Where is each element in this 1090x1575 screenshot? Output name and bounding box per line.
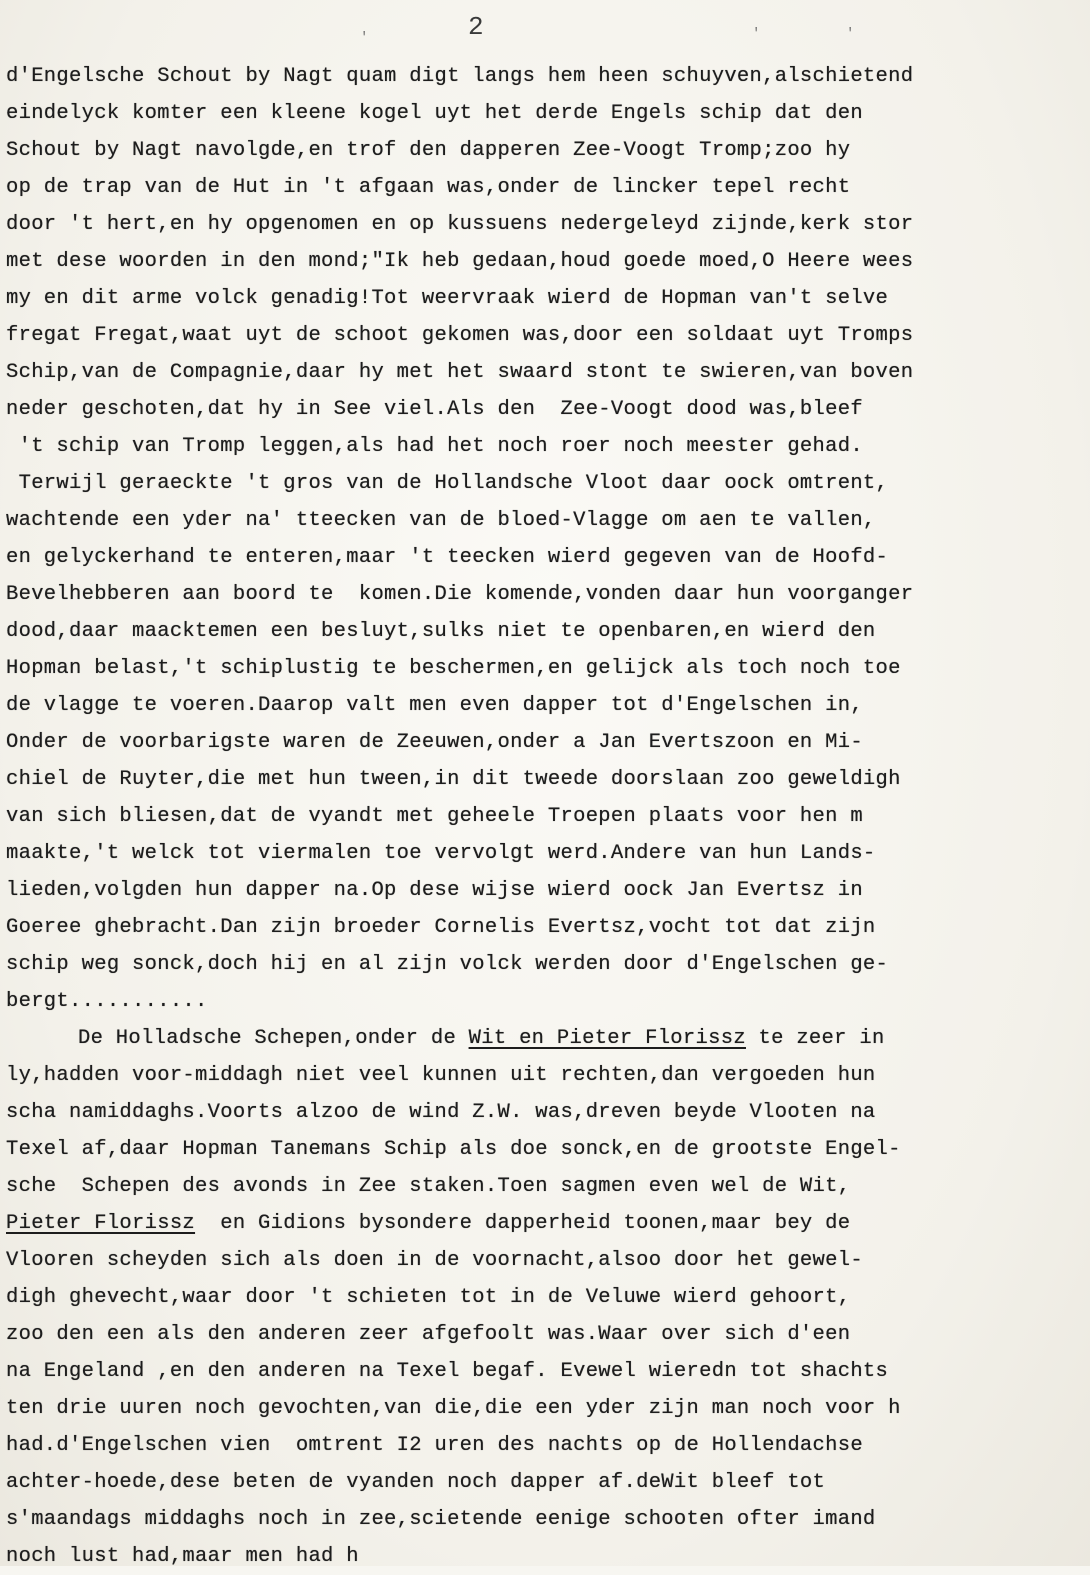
- stray-mark: ': [360, 30, 369, 46]
- text-line: ly,hadden voor-middagh niet veel kunnen uit rechten,dan vergoeden hun: [6, 1064, 876, 1087]
- text-line: maakte,'t welck tot viermalen toe vervolgt werd.Andere van hun Lands-: [6, 842, 876, 865]
- text-line: scha namiddaghs.Voorts alzoo de wind Z.W. was,dreven beyde Vlooten na: [6, 1101, 876, 1124]
- text-line: en gelyckerhand te enteren,maar 't teecken wierd gegeven van de Hoofd-: [6, 546, 889, 569]
- text-line: noch lust had,maar men had h: [6, 1545, 359, 1568]
- text-line: schip weg sonck,doch hij en al zijn volck werden door d'Engelschen ge-: [6, 953, 889, 976]
- text-line: de vlagge te voeren.Daarop valt men even dapper tot d'Engelschen in,: [6, 694, 863, 717]
- text-line: fregat Fregat,waat uyt de schoot gekomen was,door een soldaat uyt Tromps: [6, 324, 914, 347]
- text-line: met dese woorden in den mond;"Ik heb gedaan,houd goede moed,O Heere wees: [6, 250, 914, 273]
- text-line: wachtende een yder na' tteecken van de bloed-Vlagge om aen te vallen,: [6, 509, 876, 532]
- text-line: Terwijl geraeckte 't gros van de Hollandsche Vloot daar oock omtrent,: [6, 472, 889, 495]
- text-line: zoo den een als den anderen zeer afgefoolt was.Waar over sich d'een: [6, 1323, 851, 1346]
- text-line: s'maandags middaghs noch in zee,scietende eenige schooten ofter imand: [6, 1508, 876, 1531]
- text-line: 't schip van Tromp leggen,als had het noch roer noch meester gehad.: [6, 435, 863, 458]
- text-line: eindelyck komter een kleene kogel uyt het derde Engels schip dat den: [6, 102, 863, 125]
- text-line: Hopman belast,'t schiplustig te beschermen,en gelijck als toch noch toe: [6, 657, 901, 680]
- page-number: 2: [468, 12, 484, 42]
- text-line: sche Schepen des avonds in Zee staken.Toen sagmen even wel de Wit,: [6, 1175, 851, 1198]
- text-line: chiel de Ruyter,die met hun tween,in dit tweede doorslaan zoo geweldigh: [6, 768, 901, 791]
- text-line: Texel af,daar Hopman Tanemans Schip als doe sonck,en de grootste Engel-: [6, 1138, 901, 1161]
- text-line: Schip,van de Compagnie,daar hy met het swaard stont te swieren,van boven: [6, 361, 914, 384]
- text-line: Onder de voorbarigste waren de Zeeuwen,onder a Jan Evertszoon en Mi-: [6, 731, 863, 754]
- text-line: Pieter Florissz en Gidions bysondere dapperheid toonen,maar bey de: [6, 1212, 851, 1235]
- text-line: na Engeland ,en den anderen na Texel begaf. Evewel wieredn tot shachts: [6, 1360, 889, 1383]
- text-line: had.d'Engelschen vien omtrent I2 uren des nachts op de Hollendachse: [6, 1434, 863, 1457]
- text-line: van sich bliesen,dat de vyandt met geheele Troepen plaats voor hen m: [6, 805, 863, 828]
- stray-mark: ': [752, 26, 761, 42]
- text-line: lieden,volgden hun dapper na.Op dese wijse wierd oock Jan Evertsz in: [6, 879, 863, 902]
- stray-mark: ': [846, 26, 855, 42]
- text-line: Goeree ghebracht.Dan zijn broeder Cornelis Evertsz,vocht tot dat zijn: [6, 916, 876, 939]
- text-line: neder geschoten,dat hy in See viel.Als den Zee-Voogt dood was,bleef: [6, 398, 863, 421]
- text-line: Schout by Nagt navolgde,en trof den dapperen Zee-Voogt Tromp;zoo hy: [6, 139, 851, 162]
- text-line: digh ghevecht,waar door 't schieten tot in de Veluwe wierd gehoort,: [6, 1286, 851, 1309]
- text-line: Vlooren scheyden sich als doen in de voornacht,alsoo door het gewel-: [6, 1249, 863, 1272]
- body-text: [6, 58, 1086, 1575]
- text-line: op de trap van de Hut in 't afgaan was,onder de lincker tepel recht: [6, 176, 851, 199]
- underlined-text: Wit en Pieter Florissz: [468, 1027, 746, 1050]
- text-line: d'Engelsche Schout by Nagt quam digt langs hem heen schuyven,alschietend: [6, 65, 914, 88]
- text-line: bergt...........: [6, 990, 208, 1013]
- text-line: Bevelhebberen aan boord te komen.Die komende,vonden daar hun voorganger: [6, 583, 914, 606]
- text-line: achter-hoede,dese beten de vyanden noch dapper af.deWit bleef tot: [6, 1471, 826, 1494]
- text-line: door 't hert,en hy opgenomen en op kussuens nedergeleyd zijnde,kerk stor: [6, 213, 914, 236]
- text-line: dood,daar maacktemen een besluyt,sulks niet te openbaren,en wierd den: [6, 620, 876, 643]
- text-line: ten drie uuren noch gevochten,van die,die een yder zijn man noch voor h: [6, 1397, 901, 1420]
- underlined-text: Pieter Florissz: [6, 1212, 196, 1235]
- text-line: De Holladsche Schepen,onder de Wit en Pieter Florissz te zeer in: [78, 1027, 885, 1050]
- text-line: my en dit arme volck genadig!Tot weervraak wierd de Hopman van't selve: [6, 287, 889, 310]
